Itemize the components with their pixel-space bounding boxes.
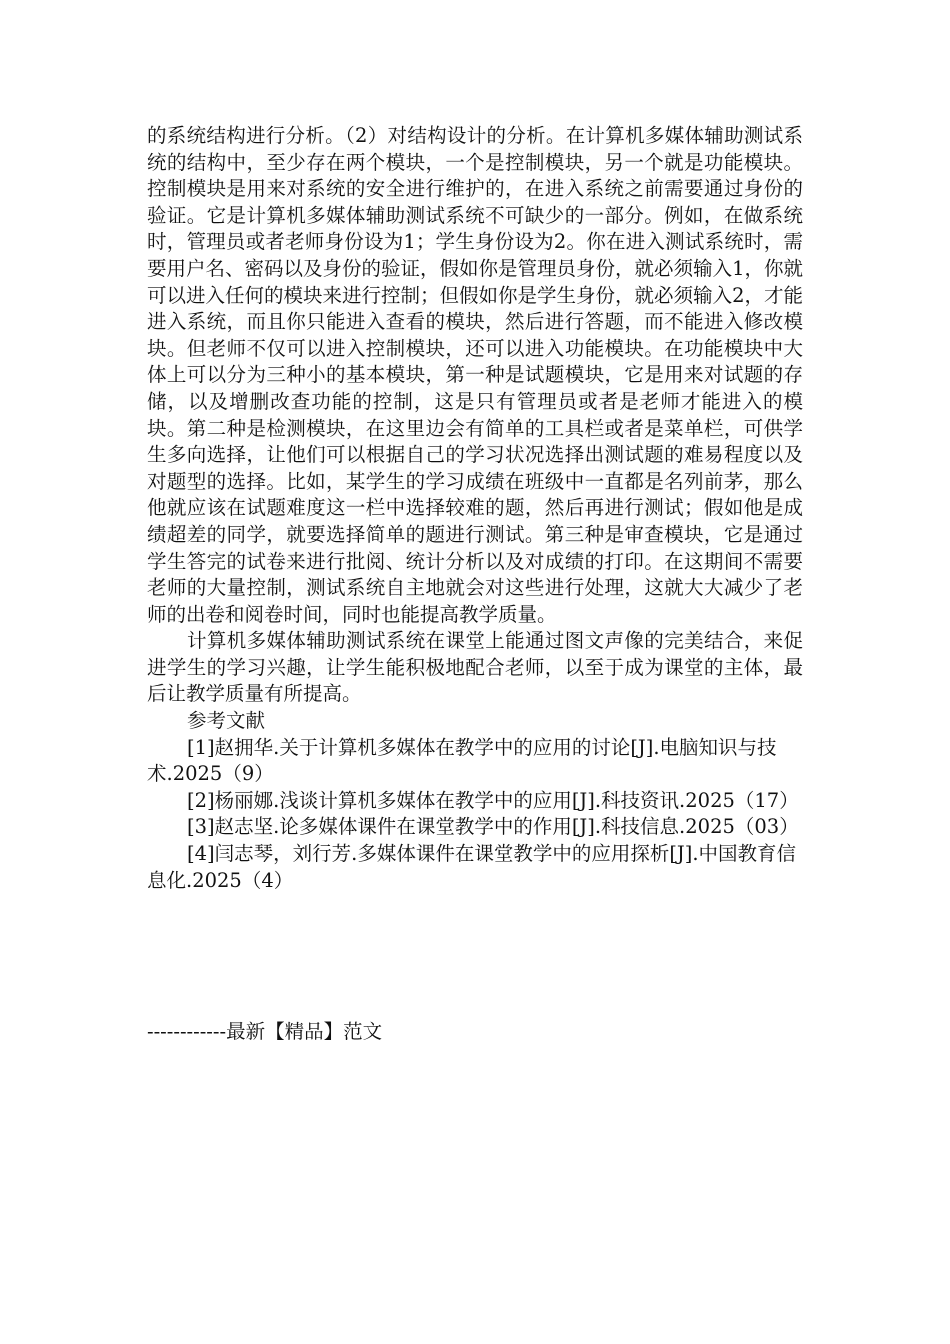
body-text <box>147 123 803 894</box>
reference-item-3: [3]赵志坚.论多媒体课件在课堂教学中的作用[J].科技信息.2025（03） <box>187 815 799 839</box>
references-heading: 参考文献 <box>187 709 266 733</box>
footer-caption: ------------最新【精品】范文 <box>147 1020 383 1043</box>
reference-item-2: [2]杨丽娜.浅谈计算机多媒体在教学中的应用[J].科技资讯.2025（17） <box>187 788 799 812</box>
paragraph-conclusion: 计算机多媒体辅助测试系统在课堂上能通过图文声像的完美结合，来促进学生的学习兴趣，让学生能积极地配合老师，以至于成为课堂的主体，最后让教学质量有所提高。 <box>147 629 803 706</box>
reference-item-1: [1]赵拥华.关于计算机多媒体在教学中的应用的讨论[J].电脑知识与技术.2025（9） <box>147 735 777 786</box>
paragraph-system-structure: 的系统结构进行分析。（2）对结构设计的分析。在计算机多媒体辅助测试系统的结构中，至少存在两个模块，一个是控制模块，另一个就是功能模块。控制模块是用来对系统的安全进行维护的，在进入系统之前需要通过身份的验证。它是计算机多媒体辅助测试系统不可缺少的一部分。例如，在做系统时，管理员或者老师身份设为1；学生身份设为2。你在进入测试系统时，需要用户名、密码以及身份的验证，假如你是管理员身份，就必须输入1，你就可以进入任何的模块来进行控制；但假如你是学生身份，就必须输入2，才能进入系统，而且你只能进入查看的模块，然后进行答题，而不能进入修改模块。但老师不仅可以进入控制模块，还可以进入功能模块。在功能模块中大体上可以分为三种小的基本模块，第一种是试题模块，它是用来对试题的存储，以及增删改查功能的控制，这是只有管理员或者是老师才能进入的模块。第二种是检测模块，在这里边会有简单的工具栏或者是菜单栏，可供学生多向选择，让他们可以根据自己的学习状况选择出测试题的难易程度以及对题型的选择。比如，某学生的学习成绩在班级中一直都是名列前茅，那么他就应该在试题难度这一栏中选择较难的题，然后再进行测试；假如他是成绩超差的同学，就要选择简单的题进行测试。第三种是审查模块，它是通过学生答完的试卷来进行批阅、统计分析以及对成绩的打印。在这期间不需要老师的大量控制，测试系统自主地就会对这些进行处理，这就大大减少了老师的出卷和阅卷时间，同时也能提高教学质量。 <box>147 124 803 626</box>
reference-item-4: [4]闫志琴，刘行芳.多媒体课件在课堂教学中的应用探析[J].中国教育信息化.2025（4） <box>147 842 797 892</box>
